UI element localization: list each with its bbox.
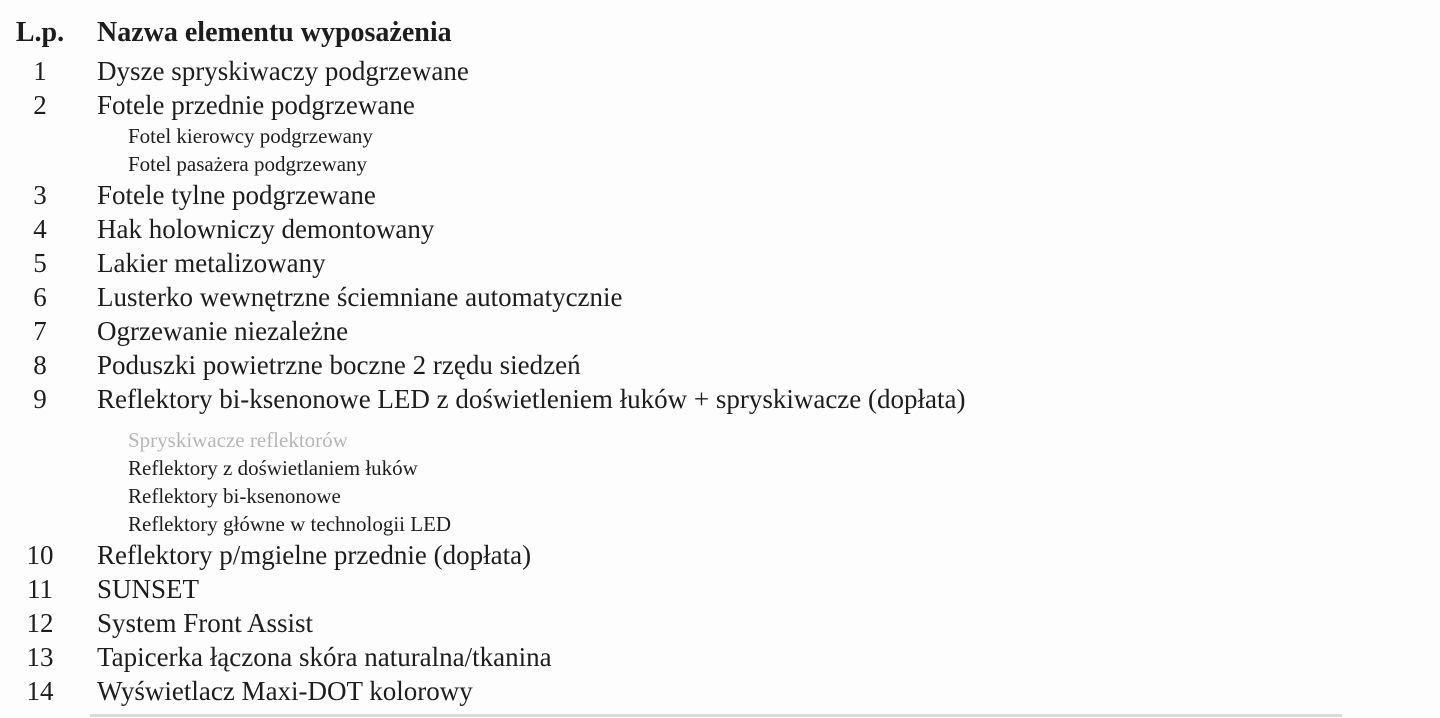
row-label: Reflektory p/mgielne przednie (dopłata) (97, 539, 532, 570)
row-label: Ogrzewanie niezależne (97, 315, 349, 346)
sub-item-muted: Spryskiwacze reflektorów (128, 427, 348, 452)
row-number: 6 (33, 281, 47, 312)
row-number: 2 (33, 89, 47, 120)
sub-item: Fotel kierowcy podgrzewany (128, 123, 373, 148)
row-label: Fotele tylne podgrzewane (97, 179, 376, 210)
row-label: Reflektory bi-ksenonowe LED z doświetleniem łuków + spryskiwacze (dopłata) (97, 383, 966, 414)
sub-item: Reflektory główne w technologii LED (128, 511, 452, 536)
row-label: Hak holowniczy demontowany (97, 213, 435, 244)
header-col-name: Nazwa elementu wyposażenia (97, 17, 452, 48)
row-label: Poduszki powietrzne boczne 2 rzędu siedzeń (97, 349, 581, 380)
header-col-lp: L.p. (15, 17, 65, 48)
row-number: 14 (26, 675, 54, 706)
table-row (0, 246, 1440, 280)
table-row (0, 280, 1440, 314)
row-label: SUNSET (97, 573, 200, 604)
sub-item: Reflektory bi-ksenonowe (128, 483, 341, 508)
row-label: Lakier metalizowany (97, 247, 326, 278)
row-number: 7 (33, 315, 47, 346)
row-label: System Front Assist (97, 607, 314, 638)
table-row (0, 88, 1440, 122)
bottom-edge-line (90, 714, 1342, 717)
table-row (0, 606, 1440, 640)
row-number: 9 (33, 383, 47, 414)
equipment-list (0, 54, 1440, 708)
row-number: 8 (33, 349, 47, 380)
table-row (0, 212, 1440, 246)
row-number: 12 (26, 607, 54, 638)
table-row (0, 572, 1440, 606)
table-row (0, 382, 1440, 416)
sub-item: Fotel pasażera podgrzewany (128, 151, 368, 176)
row-number: 10 (26, 539, 54, 570)
table-row (0, 348, 1440, 382)
row-number: 5 (33, 247, 47, 278)
row-label: Dysze spryskiwaczy podgrzewane (97, 55, 469, 86)
row-number: 1 (33, 55, 47, 86)
row-number: 3 (33, 179, 47, 210)
row-number: 13 (26, 641, 54, 672)
table-row (0, 178, 1440, 212)
row-label: Wyświetlacz Maxi-DOT kolorowy (97, 675, 473, 706)
table-row (0, 674, 1440, 708)
table-row (0, 54, 1440, 88)
sub-item: Reflektory z doświetlaniem łuków (128, 455, 418, 480)
table-header-row (0, 12, 1440, 54)
row-label: Tapicerka łączona skóra naturalna/tkanina (97, 641, 552, 672)
table-row (0, 314, 1440, 348)
table-row (0, 538, 1440, 572)
row-number: 11 (27, 573, 53, 604)
row-number: 4 (33, 213, 47, 244)
row-label: Lusterko wewnętrzne ściemniane automatycznie (97, 281, 623, 312)
row-label: Fotele przednie podgrzewane (97, 89, 415, 120)
table-row (0, 640, 1440, 674)
